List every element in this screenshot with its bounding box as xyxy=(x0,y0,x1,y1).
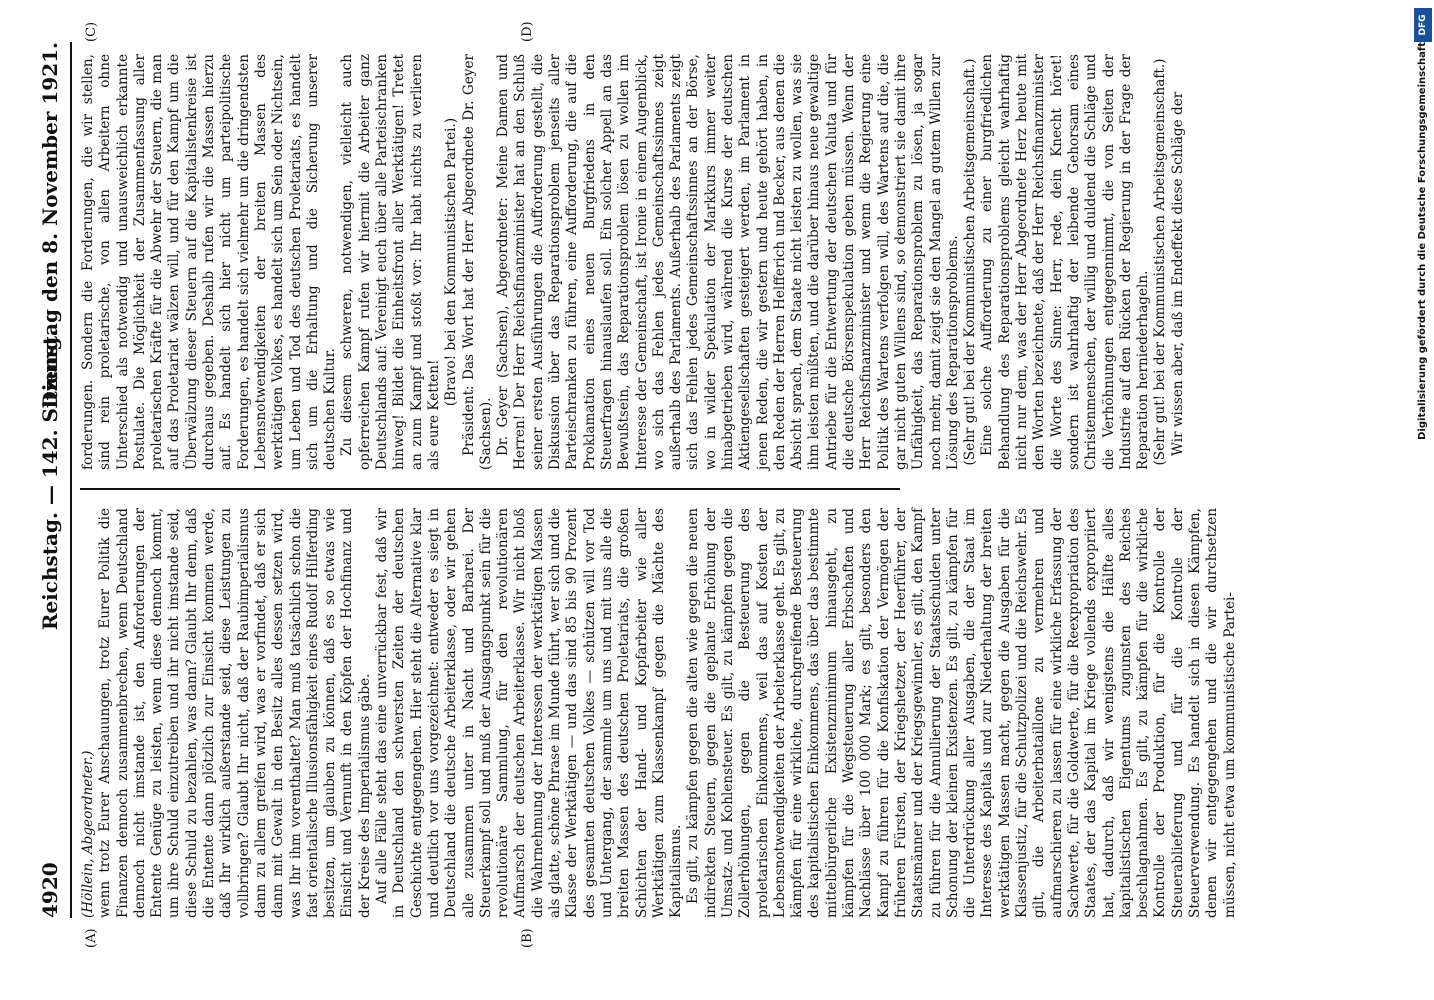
margin-marker-d: (D) xyxy=(520,21,535,42)
digitization-credit: Digitalisierung gefördert durch die Deutsche Forschungsgemeinschaft xyxy=(1417,42,1428,440)
interjection: (Sehr gut! bei der Kommunistischen Arbeitsgemeinschaft.) xyxy=(962,58,979,466)
margin-marker-c: (C) xyxy=(84,21,99,42)
dfg-logo xyxy=(1414,8,1432,42)
session-date: Dienstag den 8. November 1921. xyxy=(38,42,62,409)
paragraph: Wir wissen aber, daß im Endeffekt diese Schläge der xyxy=(1169,91,1186,456)
paragraph: Zu diesem schweren, notwendigen, vielleicht auch opferreichen Kampf rufen wir hiermit die Arbeiter ganz Deutschlands auf: Vereinigt euch über alle Parteischranken hinweg! Bildet die Einheitsfront aller Werktätigen! Tretet an zum Kampf und stoßt vor: Ihr habt nichts zu verlieren als eure Ketten! xyxy=(339,54,442,470)
paragraph: Auf alle Fälle steht das eine unverrückbar fest, daß wir in Deutschland den schwersten Zeiten der deutschen Geschichte entgegengehen. Hier steht die Alternative klar und deutlich vor uns vorgezeichnet: entweder es siegt in Deutschland die deutsche Arbeiterklasse, oder wir gehen alle zusammen unter in Nacht und Barbarei. Der Steuerkampf soll und muß der Ausgangspunkt sein für die revolutionäre Sammlung, für den revolutionären Aufmarsch der deutschen Arbeiterklasse. Wir nicht bloß die Wahrnehmung der Interessen der werktätigen Massen als glatte, schöne Phrase im Munde führt, wer sich und die Klasse der Werktätigen — und das sind 85 bis 90 Prozent des gesamten deutschen Volkes — schützen will vor Tod und Untergang, der sammle um uns und mit uns alle die breiten Massen des deutschen Proletariats, die großen Schichten der Hand- und Kopfarbeiter wie aller Werktätigen zum Klassenkampf gegen die Mächte des Kapitalismus. xyxy=(374,508,685,918)
header-rule xyxy=(70,42,72,918)
dfg-badge-text: DFG xyxy=(1418,14,1428,36)
paragraph: Eine solche Aufforderung zu einer burgfriedlichen Behandlung des Reparationsproblems gleicht wahrhaftig nicht nur dem, was der Herr Abgeordnete Herz heute mit den Worten bezeichnete, daß der Herr Reichsfinanzminister die Worte des Sinne: Herr, rede, dein Knecht höret! sondern ist wahrhaftig der leibende Gehorsam eines Christenmenschen, der willig und duldend die Schläge und die Verhöhnungen entgegennimmt, die von Seiten der Industrie auf den Rücken der Regierung in der Frage der Reparation herniederhageln. xyxy=(979,54,1152,470)
interjection: (Bravo! bei den Kommunistischen Partei.) xyxy=(443,117,460,407)
margin-marker-b: (B) xyxy=(520,928,535,948)
text-column-left xyxy=(80,508,1238,918)
margin-marker-a: (A) xyxy=(84,928,99,948)
speaker-tag: (Höllein, Abgeordneter.) xyxy=(80,750,96,918)
paragraph: wenn trotz Eurer Anschauungen, trotz Eurer Politik die Finanzen dennoch zusammenbrechen, wenn Deutschland dennoch nicht imstande ist, den Anforderungen der Entente Genüge zu leisten, wenn diese dennoch kommt, um ihre Schuld einzutreiben und ihr nicht imstande seid, diese Schuld zu bezahlen, was dann? Glaubt Ihr denn, daß die Entente dann plötzlich zur Einsicht kommen werde, daß Ihr wirklich außerstande seid, diese Leistungen zu vollbringen? Glaubt Ihr nicht, daß der Raubimperialismus dann zu allem greifen wird, was er vorfindet, daß er sich dann mit Gewalt in den Besitz alles dessen setzen wird, was Ihr ihm vorenthaltet? Man muß tatsächlich schon die fast orientalische Illusionsfähigkeit eines Rudolf Hilferding besitzen, um glauben zu können, daß es so etwas wie Einsicht und Vernunft in den Köpfen der Hochfinanz und der Kreise des Imperialismus gäbe. xyxy=(97,508,373,918)
column-divider xyxy=(80,488,900,490)
paragraph: forderungen. Sondern die Forderungen, die wir stellen, sind rein proletarische, von allen Arbeitern ohne Unterschied als notwendig und unausweichlich erkannte Postulate. Die Möglichkeit der Zusammenfassung aller proletarischen Kräfte für die Abwehr der Steuern, die man auf das Proletariat wälzen will, und für den Kampf um die Überwälzung dieser Steuern auf die Kapitalistenkreise ist durchaus gegeben. Deshalb rufen wir die Massen hierzu auf. Es handelt sich hier nicht um parteipolitische Forderungen, es handelt sich vielmehr um die dringendsten Lebensnotwendigkeiten der breiten Massen des werktätigen Volkes, es handelt sich um Sein oder Nichtsein, um Leben und Tod des deutschen Proletariats, es handelt sich um die Erhaltung und die Sicherung unserer deutschen Kultur. xyxy=(80,54,339,470)
paragraph: Dr. Geyer (Sachsen), Abgeordneter: Meine Damen und Herren! Der Herr Reichsfinanzminister hat an den Schluß seiner ersten Ausführungen die Aufforderung gestellt, die Diskussion über das Reparationsproblem jenseits aller Parteischranken zu führen, eine Aufforderung, die auf die Proklamation eines neuen Burgfriedens in den Steuerfragen hinauslaufen soll. Ein solcher Appell an das Bewußtsein, das Reparationsproblem lösen zu wollen im Interesse der Gemeinschaft, ist Ironie in einem Augenblick, wo sich das Fehlen jedes Gemeinschaftssinnes zeigt außerhalb des Parlaments. Außerhalb des Parlaments zeigt sich das Fehlen jedes Gemeinschaftssinnes an der Börse, wo in wilder Spekulation der Markkurs immer weiter hinabgetrieben wird, während die Kurse der deutschen Aktiengesellschaften gesteigert werden, im Parlament in jenen Reden, die wir gestern und heute gehört haben, in den Reden der Herren Helfferich und Becker, aus denen die Absicht sprach, dem Staate nicht leisten zu wollen, was sie ihm leisten müßten, und die darüber hinaus neue gewaltige Antriebe für die Entwertung der deutschen Valuta und für die deutsche Börsenspekulation geben müssen. Wenn der Herr Reichsfinanzminister und wenn die Regierung eine Politik des Wartens verfolgen will, des Wartens auf die, die gar nicht guten Willens sind, so demonstriert sie damit ihre Unfähigkeit, das Reparationsproblem zu lösen, ja sogar noch mehr, damit zeigt sie den Mangel an gutem Willen zur Lösung des Reparationsproblems. xyxy=(495,54,961,470)
paragraph: Präsident: Das Wort hat der Herr Abgeordnete Dr. Geyer (Sachsen). xyxy=(460,54,494,470)
running-header xyxy=(38,42,66,918)
page-number: 4920 xyxy=(38,862,62,918)
text-column-right xyxy=(80,54,1186,470)
credit-strip xyxy=(1412,0,1434,1000)
paragraph: Es gilt, zu kämpfen gegen die alten wie gegen die neuen indirekten Steuern, gegen die geplante Erhöhung der Umsatz- und Kohlensteuer. Es gilt, zu kämpfen gegen die Zollerhöhungen, gegen die Besteuerung des proletarischen Einkommens, weil das auf Kosten der Lebensnotwendigkeiten der Arbeiterklasse geht. Es gilt, zu kämpfen für eine wirkliche, durchgreifende Besteuerung des kapitalistischen Einkommens, das über das bestimmte mittelbürgerliche Existenzminimum hinausgeht, zu kämpfen für die Wegsteuerung aller Erbschaften und Nachlässe über 100 000 Mark; es gilt, besonders den Kampf zu führen für die Konfiskation der Vermögen der früheren Fürsten, der Kriegshetzer, der Heerführer, der Staatsmänner und der Kriegsgewinnler, es gilt, den Kampf zu führen für die Annullierung der Staatsschulden unter Schonung der kleinen Existenzen. Es gilt, zu kämpfen für die Unterdrückung aller Ausgaben, die der Staat im Interesse des Kapitals und zur Niederhaltung der breiten werktätigen Massen macht, gegen die Ausgaben für die Klassenjustiz, für die Schutzpolizei und die Reichswehr. Es gilt, die Arbeiterbataillone zu vermehren und aufmarschieren zu lassen für eine wirkliche Erfassung der Sachwerte, für die Goldwerte, für die Reexpropriation des Staates, der das Kapital im Kriege vollends expropriiert hat, dadurch, daß wir wenigstens die Hälfte alles kapitalistischen Eigentums zugunsten des Reiches beschlagnahmen. Es gilt, zu kämpfen für die wirkliche Kontrolle der Produktion, für die Kontrolle der Steuerablieferung und für die Kontrolle der Steuerverwendung. Es handelt sich in diesen Kämpfen, denen wir entgegengehen und die wir durchsetzen müssen, nicht etwa um kommunistische Partei- xyxy=(685,508,1238,918)
session-title: Reichstag. — 142. Sitzung. xyxy=(38,329,62,631)
interjection: (Sehr gut! bei der Kommunistischen Arbeitsgemeinschaft.) xyxy=(1152,58,1169,466)
